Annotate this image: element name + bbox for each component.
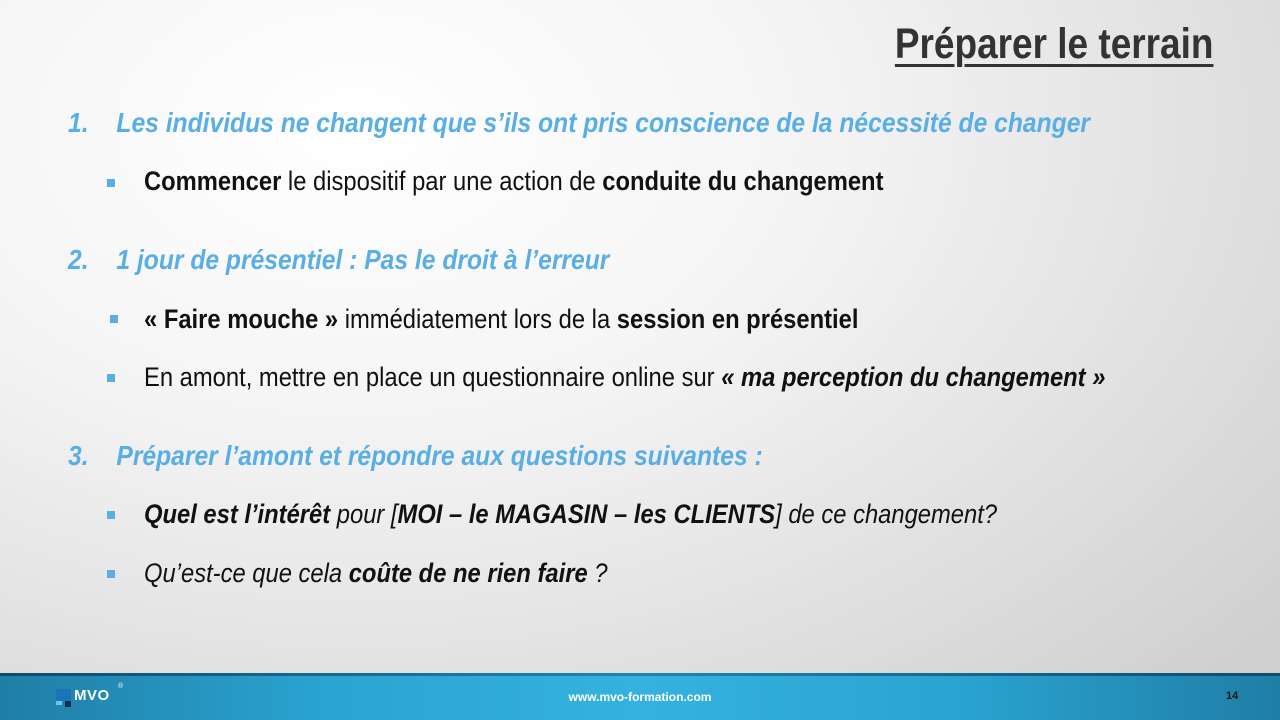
- bullet-1-1: [144, 166, 883, 197]
- bullet-square-icon: [107, 179, 115, 187]
- bullet-text: session en présentiel: [616, 304, 859, 334]
- section-heading-1: [68, 107, 1090, 139]
- bullet-text: coûte de ne rien faire: [348, 558, 588, 588]
- footer-url[interactable]: www.mvo-formation.com: [568, 690, 712, 704]
- bullet-2-2: [144, 362, 1105, 393]
- bullet-text: En amont, mettre en place un questionnaire online sur: [144, 362, 722, 392]
- bullet-square-icon: [107, 511, 115, 519]
- section-number-2: 2.: [68, 244, 89, 275]
- bullet-text: Quel est l’intérêt: [144, 499, 331, 529]
- page-number: 14: [1226, 690, 1239, 702]
- bullet-text: ] de ce changement?: [775, 499, 998, 529]
- footer-divider: [0, 673, 1280, 676]
- bullet-square-icon: [107, 374, 115, 382]
- logo-registered: ®: [118, 683, 124, 690]
- section-heading-text-2: 1 jour de présentiel : Pas le droit à l’erreur: [116, 244, 610, 275]
- slide-title: Préparer le terrain: [894, 20, 1213, 68]
- logo-text: MVO: [74, 687, 110, 704]
- bullet-text: MOI – le MAGASIN – les CLIENTS: [397, 499, 776, 529]
- bullet-text: Qu’est-ce que cela: [144, 558, 349, 588]
- bullet-text: conduite du changement: [602, 166, 884, 196]
- footer-bar: [0, 673, 1280, 720]
- bullet-text: « Faire mouche »: [144, 304, 339, 334]
- bullet-3-1: [144, 499, 997, 530]
- bullet-text: immédiatement lors de la: [338, 304, 617, 334]
- bullet-text: le dispositif par une action de: [281, 166, 603, 196]
- section-heading-text-1: Les individus ne changent que s’ils ont pris conscience de la nécessité de changer: [116, 107, 1090, 138]
- section-heading-2: [68, 244, 609, 276]
- bullet-square-icon: [107, 570, 115, 578]
- bullet-text: « ma perception du changement »: [721, 362, 1106, 392]
- bullet-3-2: [144, 558, 608, 589]
- section-heading-3: [68, 440, 763, 472]
- section-heading-text-3: Préparer l’amont et répondre aux questions suivantes :: [116, 440, 763, 471]
- bullet-text: Commencer: [144, 166, 282, 196]
- section-number-3: 3.: [68, 440, 89, 471]
- bullet-2-1: [144, 304, 858, 335]
- section-number-1: 1.: [68, 107, 89, 138]
- bullet-text: ?: [587, 558, 608, 588]
- bullet-square-icon: [110, 315, 118, 323]
- bullet-text: pour [: [330, 499, 398, 529]
